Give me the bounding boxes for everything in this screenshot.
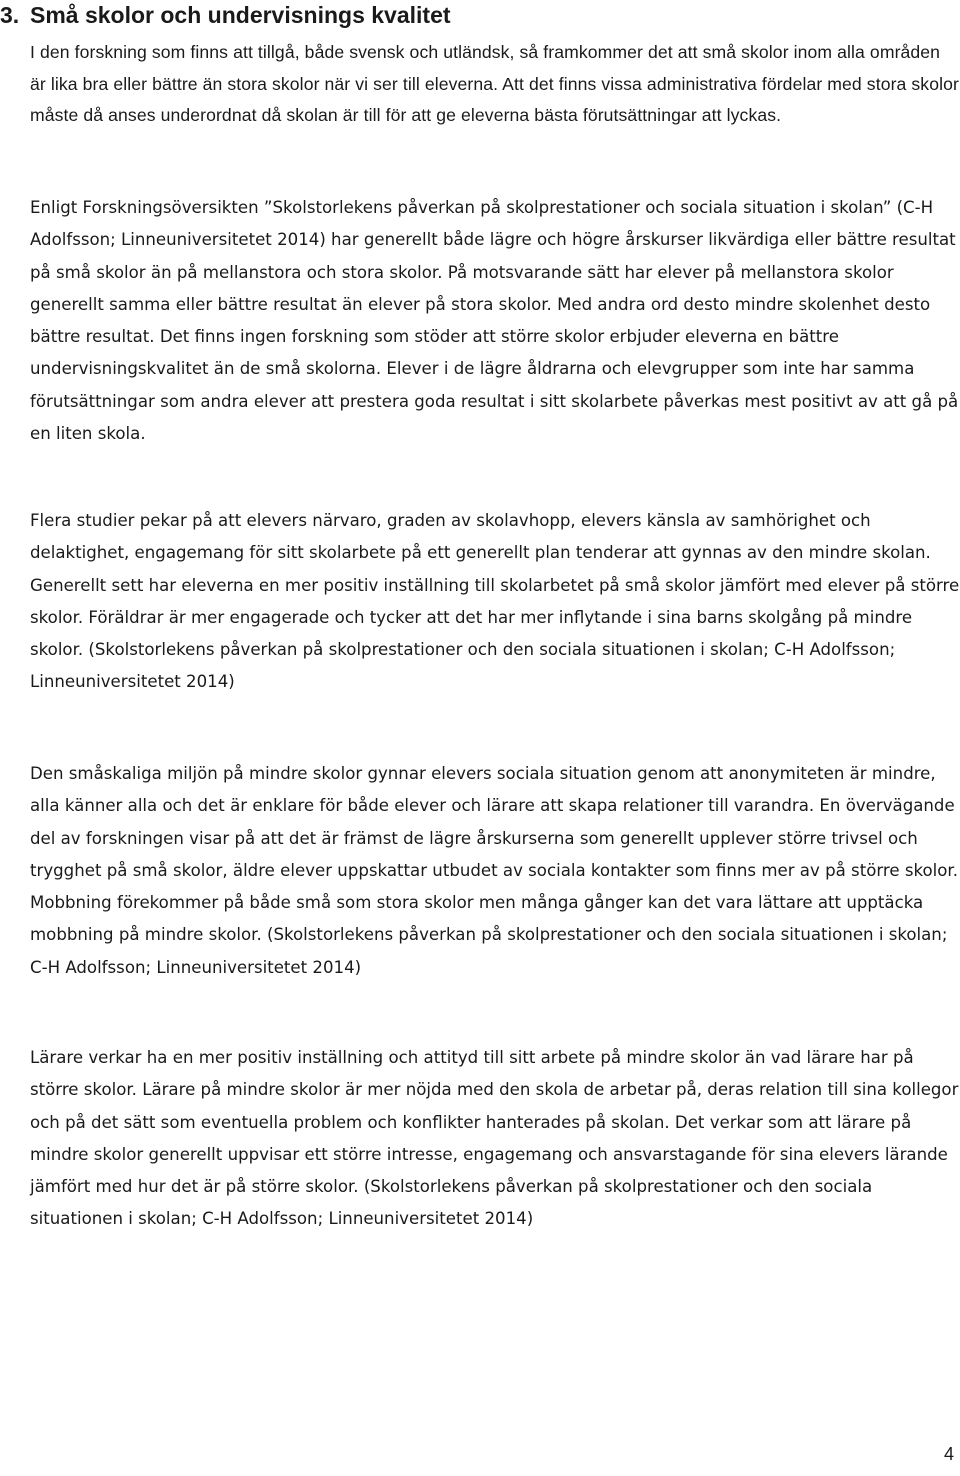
- body-paragraph-larare: Lärare verkar ha en mer positiv inställning och attityd till sitt arbete på mindre skolor än vad lärare har på större skolor. Lärare på mindre skolor är mer nöjda med den skola de arbetar på, deras relation till sina kollegor och på det sätt som eventuella problem och konflikter hanterades på skolan. Det verkar som att lärare på mindre skolor generellt uppvisar ett större intresse, engagemang och ansvarstagande för sina elevers lärande jämfört med hur det är på större skolor. (Skolstorlekens påverkan på skolprestationer och den sociala situationen i skolan; C-H Adolfsson; Linneuniversitetet 2014): [30, 1048, 959, 1229]
- section-heading: [0, 0, 940, 30]
- body-paragraph-narvaro: Flera studier pekar på att elevers närvaro, graden av skolavhopp, elevers känsla av samhörighet och delaktighet, engagemang för sitt skolarbete på ett generellt plan tenderar att gynnas av den mindre skolan. Generellt sett har eleverna en mer positiv inställning till skolarbetet på små skolor jämfört med elever på större skolor. Föräldrar är mer engagerade och tycker att det har mer inflytande i sina barns skolgång på mindre skolor. (Skolstorlekens påverkan på skolprestationer och den sociala situationen i skolan; C-H Adolfsson; Linneuniversitetet 2014): [30, 511, 960, 692]
- intro-paragraph: I den forskning som finns att tillgå, både svensk och utländsk, så framkommer det att små skolor inom alla områden är lika bra eller bättre än stora skolor när vi ser till eleverna. Att det finns vissa administrativa fördelar med stora skolor måste då anses underordnat då skolan är till för att ge eleverna bästa förutsättningar att lyckas.: [30, 42, 959, 125]
- body-paragraph-forskningsoversikt: Enligt Forskningsöversikten ”Skolstorlekens påverkan på skolprestationer och sociala situation i skolan” (C-H Adolfsson; Linneuniversitetet 2014) har generellt både lägre och högre årskurser likvärdiga eller bättre resultat på små skolor än på mellanstora och stora skolor. På motsvarande sätt har elever på mellanstora skolor generellt samma eller bättre resultat än elever på stora skolor. Med andra ord desto mindre skolenhet desto bättre resultat. Det finns ingen forskning som stöder att större skolor erbjuder eleverna en bättre undervisningskvalitet än de små skolorna. Elever i de lägre åldrarna och elevgrupper som inte har samma förutsättningar som andra elever att prestera goda resultat i sitt skolarbete påverkas mest positivt av att gå på en liten skola.: [30, 198, 959, 444]
- section-number: 3.: [0, 2, 20, 28]
- body-paragraph-social-miljo: Den småskaliga miljön på mindre skolor gynnar elevers sociala situation genom att anonymiteten är mindre, alla känner alla och det är enklare för både elever och lärare att skapa relationer till varandra. En övervägande del av forskningen visar på att det är främst de lägre årskurserna som generellt upplever större trivsel och trygghet på små skolor, äldre elever uppskattar utbudet av sociala kontakter som finns mer av på större skolor. Mobbning förekommer på både små som stora skolor men många gånger kan det vara lättare att upptäcka mobbning på mindre skolor. (Skolstorlekens påverkan på skolprestationer och den sociala situationen i skolan; C-H Adolfsson; Linneuniversitetet 2014): [30, 764, 958, 977]
- section-title: Små skolor och undervisnings kvalitet: [30, 2, 451, 28]
- page-number: 4: [943, 1444, 954, 1464]
